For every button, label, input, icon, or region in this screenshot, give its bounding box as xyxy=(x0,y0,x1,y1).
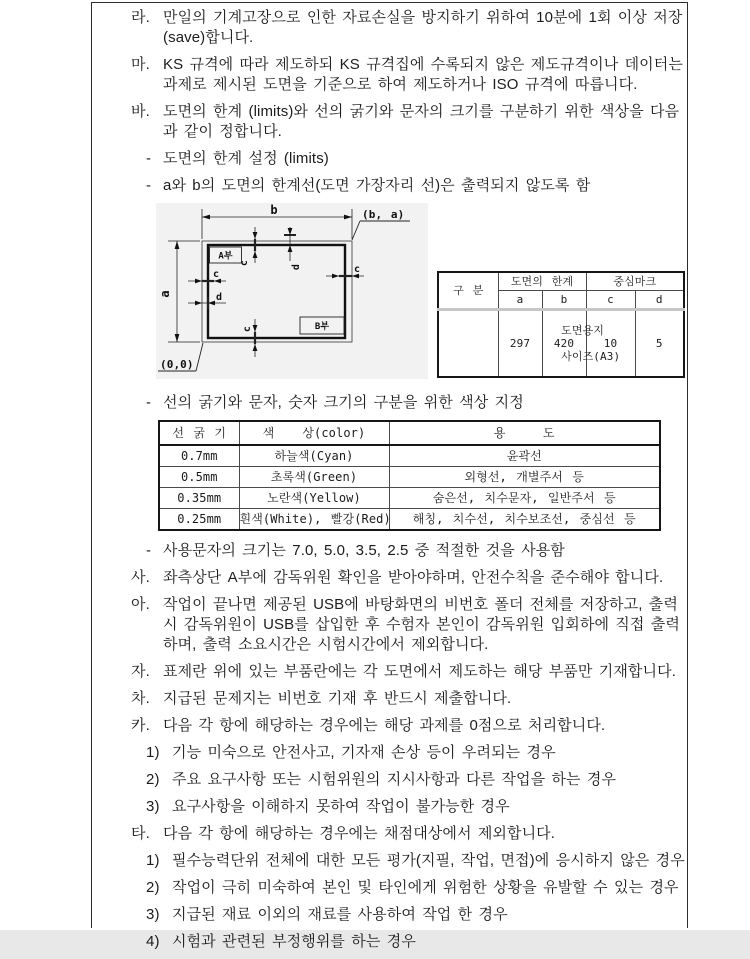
paragraph-text: 표제란 위에 있는 부품란에는 각 도면에서 제도하는 해당 부품만 기재합니다. xyxy=(163,663,676,680)
paragraph-text: 다음 각 항에 해당하는 경우에는 해당 과제를 0점으로 처리합니다. xyxy=(163,717,606,734)
paragraph-ba xyxy=(131,102,690,142)
cell-usage: 해칭, 치수선, 치수보조선, 중심선 등 xyxy=(389,509,660,531)
cell-color: 노란색(Yellow) xyxy=(239,488,389,509)
list-label: 라. xyxy=(131,9,150,26)
paragraph-cha xyxy=(131,689,690,709)
paragraph-text: KS 규격에 따라 제도하되 KS 규격집에 수록되지 않은 제도규격이나 데이터는 과제로 제시된 도면을 기준으로 하여 제도하거나 ISO 규격에 따릅니다. xyxy=(163,56,683,93)
item-text: 작업이 극히 미숙하여 본인 및 타인에게 위험한 상황을 유발할 수 있는 경우 xyxy=(172,879,679,896)
dimension-a-label: a xyxy=(158,290,172,298)
subheader-b: b xyxy=(542,291,586,310)
drawing-limits-table xyxy=(437,271,685,378)
table-row xyxy=(159,509,660,531)
number-marker: 4) xyxy=(146,933,160,950)
cell-line-width: 0.5mm xyxy=(159,467,239,488)
mark-d-label: d xyxy=(215,292,223,303)
cell-usage: 숨은선, 치수문자, 일반주서 등 xyxy=(389,488,660,509)
item-text: 기능 미숙으로 안전사고, 기자재 손상 등이 우려되는 경우 xyxy=(172,744,556,761)
dash-text: a와 b의 도면의 한계선(도면 가장자리 선)은 출력되지 않도록 함 xyxy=(163,177,591,194)
subheader-c: c xyxy=(586,291,635,310)
list-label: 아. xyxy=(131,596,150,613)
row-header-line2: 사이즈(A3) xyxy=(561,350,621,363)
cell-color: 하늘색(Cyan) xyxy=(239,445,389,467)
list-label: 카. xyxy=(131,717,150,734)
numbered-item xyxy=(146,797,690,817)
cell-line-width: 0.7mm xyxy=(159,445,239,467)
cell-color: 초록색(Green) xyxy=(239,467,389,488)
b-zone-box xyxy=(300,317,344,334)
table-row xyxy=(159,467,660,488)
cell-line-width: 0.35mm xyxy=(159,488,239,509)
row-header-line1: 도면용지 xyxy=(561,324,605,337)
table-row xyxy=(438,310,684,378)
paragraph-ma xyxy=(131,55,690,95)
dash-marker: - xyxy=(146,394,152,411)
number-marker: 2) xyxy=(146,771,160,788)
mark-c-label: c xyxy=(212,269,220,280)
cell-color: 흰색(White), 빨강(Red) xyxy=(239,509,389,531)
b-zone-label: B부 xyxy=(314,322,330,332)
figure-block xyxy=(131,203,690,379)
paragraph-text: 지급된 문제지는 비번호 기재 후 반드시 제출합니다. xyxy=(163,690,512,707)
list-label: 자. xyxy=(131,663,150,680)
line-color-table xyxy=(158,420,661,531)
header-line-width: 선 굵 기 xyxy=(159,421,239,445)
dash-marker: - xyxy=(146,177,152,194)
paragraph-text: 좌측상단 A부에 감독위원 확인을 받아야하며, 안전수칙을 준수해야 합니다. xyxy=(163,569,664,586)
paragraph-ah xyxy=(131,595,690,655)
paragraph-sa xyxy=(131,568,690,588)
table-header-row xyxy=(159,421,660,445)
value-c: 10 xyxy=(586,310,635,378)
dash-item-color-spec xyxy=(146,393,690,413)
header-cell-limits: 도면의 한계 xyxy=(498,272,586,291)
list-label: 바. xyxy=(131,103,150,120)
list-label: 마. xyxy=(131,56,150,73)
subheader-a: a xyxy=(498,291,542,310)
list-label: 차. xyxy=(131,690,150,707)
header-cell-category: 구 분 xyxy=(438,272,498,310)
dash-item-edge-line xyxy=(146,176,690,196)
paragraph-text: 만일의 기계고장으로 인한 자료손실을 방지하기 위하여 10분에 1회 이상 저장(save)합니다. xyxy=(163,9,683,46)
header-usage: 용 도 xyxy=(389,421,660,445)
numbered-item xyxy=(146,878,690,898)
list-label: 타. xyxy=(131,825,150,842)
table-header-row xyxy=(438,272,684,291)
header-color: 색 상(color) xyxy=(239,421,389,445)
item-text: 주요 요구사항 또는 시험위원의 지시사항과 다른 작업을 하는 경우 xyxy=(172,771,617,788)
dash-marker: - xyxy=(146,150,152,167)
color-table-block xyxy=(131,420,690,528)
mark-d-label: d xyxy=(291,263,302,271)
corner-label-text: (b, a) xyxy=(362,208,405,221)
numbered-item xyxy=(146,905,690,925)
number-marker: 3) xyxy=(146,798,160,815)
diagram-background xyxy=(156,203,428,379)
number-marker: 2) xyxy=(146,879,160,896)
value-a: 297 xyxy=(498,310,542,378)
paragraph-ja xyxy=(131,662,690,682)
subheader-d: d xyxy=(635,291,684,310)
paragraph-text: 도면의 한계 (limits)와 선의 굵기와 문자의 크기를 구분하기 위한 색상을 다음과 같이 정합니다. xyxy=(163,103,680,140)
item-text: 지급된 재료 이외의 재료를 사용하여 작업 한 경우 xyxy=(172,906,508,923)
dash-text: 사용문자의 크기는 7.0, 5.0, 3.5, 2.5 중 적절한 것을 사용함 xyxy=(163,542,565,559)
numbered-item xyxy=(146,932,690,952)
paragraph-ta xyxy=(131,824,690,844)
header-cell-centermark: 중심마크 xyxy=(586,272,684,291)
mark-c-label: c xyxy=(239,259,250,267)
value-d: 5 xyxy=(635,310,684,378)
item-text: 시험과 관련된 부정행위를 하는 경우 xyxy=(172,933,416,950)
cell-usage: 외형선, 개별주서 등 xyxy=(389,467,660,488)
value-b: 420 xyxy=(542,310,586,378)
numbered-item xyxy=(146,770,690,790)
numbered-item xyxy=(146,851,690,871)
number-marker: 1) xyxy=(146,744,160,761)
paragraph-ka xyxy=(131,716,690,736)
table-row xyxy=(159,445,660,467)
dash-text: 도면의 한계 설정 (limits) xyxy=(163,150,329,167)
drawing-limits-diagram xyxy=(156,203,428,379)
item-text: 요구사항을 이해하지 못하여 작업이 불가능한 경우 xyxy=(172,798,510,815)
number-marker: 1) xyxy=(146,852,160,869)
cell-usage: 윤곽선 xyxy=(389,445,660,467)
number-marker: 3) xyxy=(146,906,160,923)
item-text: 필수능력단위 전체에 대한 모든 평가(지필, 작업, 면접)에 응시하지 않은 경우 xyxy=(172,852,685,869)
cell-line-width: 0.25mm xyxy=(159,509,239,531)
list-label: 사. xyxy=(131,569,150,586)
a-zone-box xyxy=(210,247,242,263)
table-row xyxy=(159,488,660,509)
instructions-content xyxy=(131,8,690,959)
mark-c-label: c xyxy=(353,264,361,275)
a-zone-label: A부 xyxy=(218,251,233,262)
dash-marker: - xyxy=(146,542,152,559)
paragraph-text: 다음 각 항에 해당하는 경우에는 채점대상에서 제외합니다. xyxy=(163,825,556,842)
dimension-b-label: b xyxy=(270,203,278,217)
dash-text: 선의 굵기와 문자, 숫자 크기의 구분을 위한 색상 지정 xyxy=(163,394,524,411)
origin-label-text: (0,0) xyxy=(160,358,194,371)
paragraph-ra xyxy=(131,8,690,48)
dash-item-limits xyxy=(146,149,690,169)
paragraph-text: 작업이 끝나면 제공된 USB에 바탕화면의 비번호 폴더 전체를 저장하고, 출력 시 감독위원이 USB를 삽입한 후 수험자 본인이 감독위원 입회하에 직접 출력하며, 출력 소요시간은 시험시간에서 제외합니다. xyxy=(163,596,680,653)
mark-c-label: c xyxy=(242,325,253,333)
numbered-item xyxy=(146,743,690,763)
dash-item-text-size xyxy=(146,541,690,561)
